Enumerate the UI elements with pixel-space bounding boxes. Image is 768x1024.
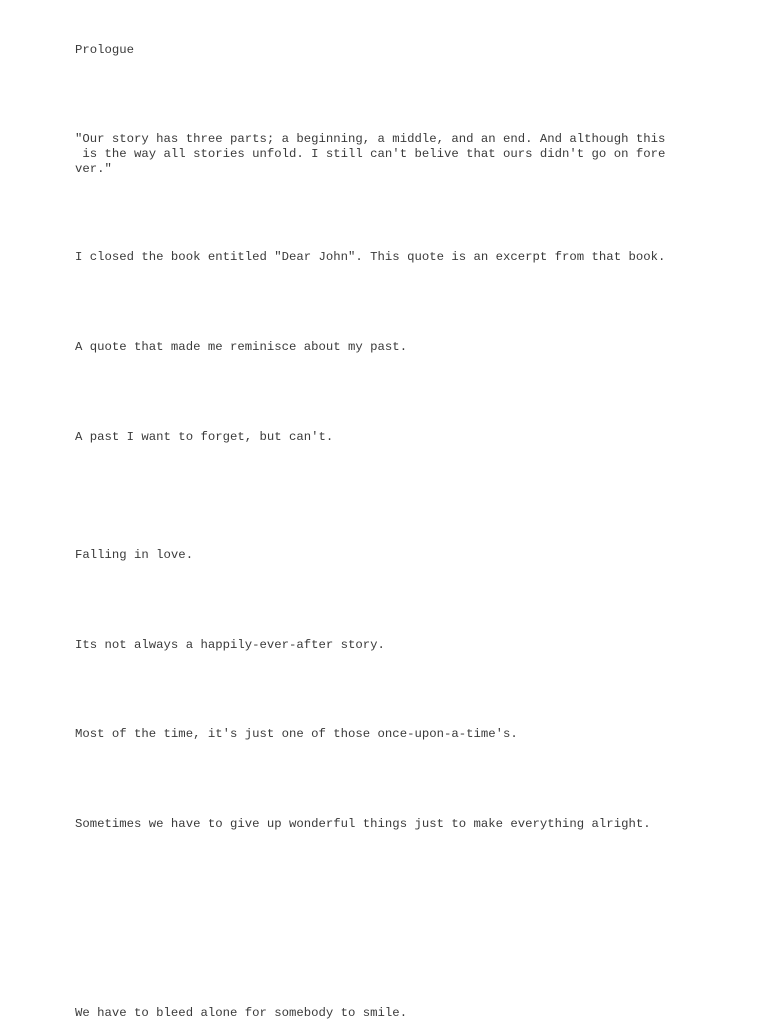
text-line: Falling in love. bbox=[75, 548, 194, 562]
text-line: A quote that made me reminisce about my past. bbox=[75, 340, 408, 354]
text-line: Most of the time, it's just one of those once-upon-a-time's. bbox=[75, 727, 518, 741]
prologue-heading: Prologue bbox=[75, 43, 135, 57]
text-line: We have to bleed alone for somebody to smile. bbox=[75, 1006, 408, 1020]
quote-paragraph: "Our story has three parts; a beginning, a middle, and an end. And although this is the way all stories unfold. I still can't belive that ours didn't go on fore ver." bbox=[75, 132, 666, 176]
text-line: Sometimes we have to give up wonderful things just to make everything alright. bbox=[75, 817, 651, 831]
text-line: A past I want to forget, but can't. bbox=[75, 430, 334, 444]
text-line: Its not always a happily-ever-after story. bbox=[75, 638, 385, 652]
text-line: I closed the book entitled "Dear John". This quote is an excerpt from that book. bbox=[75, 250, 666, 264]
